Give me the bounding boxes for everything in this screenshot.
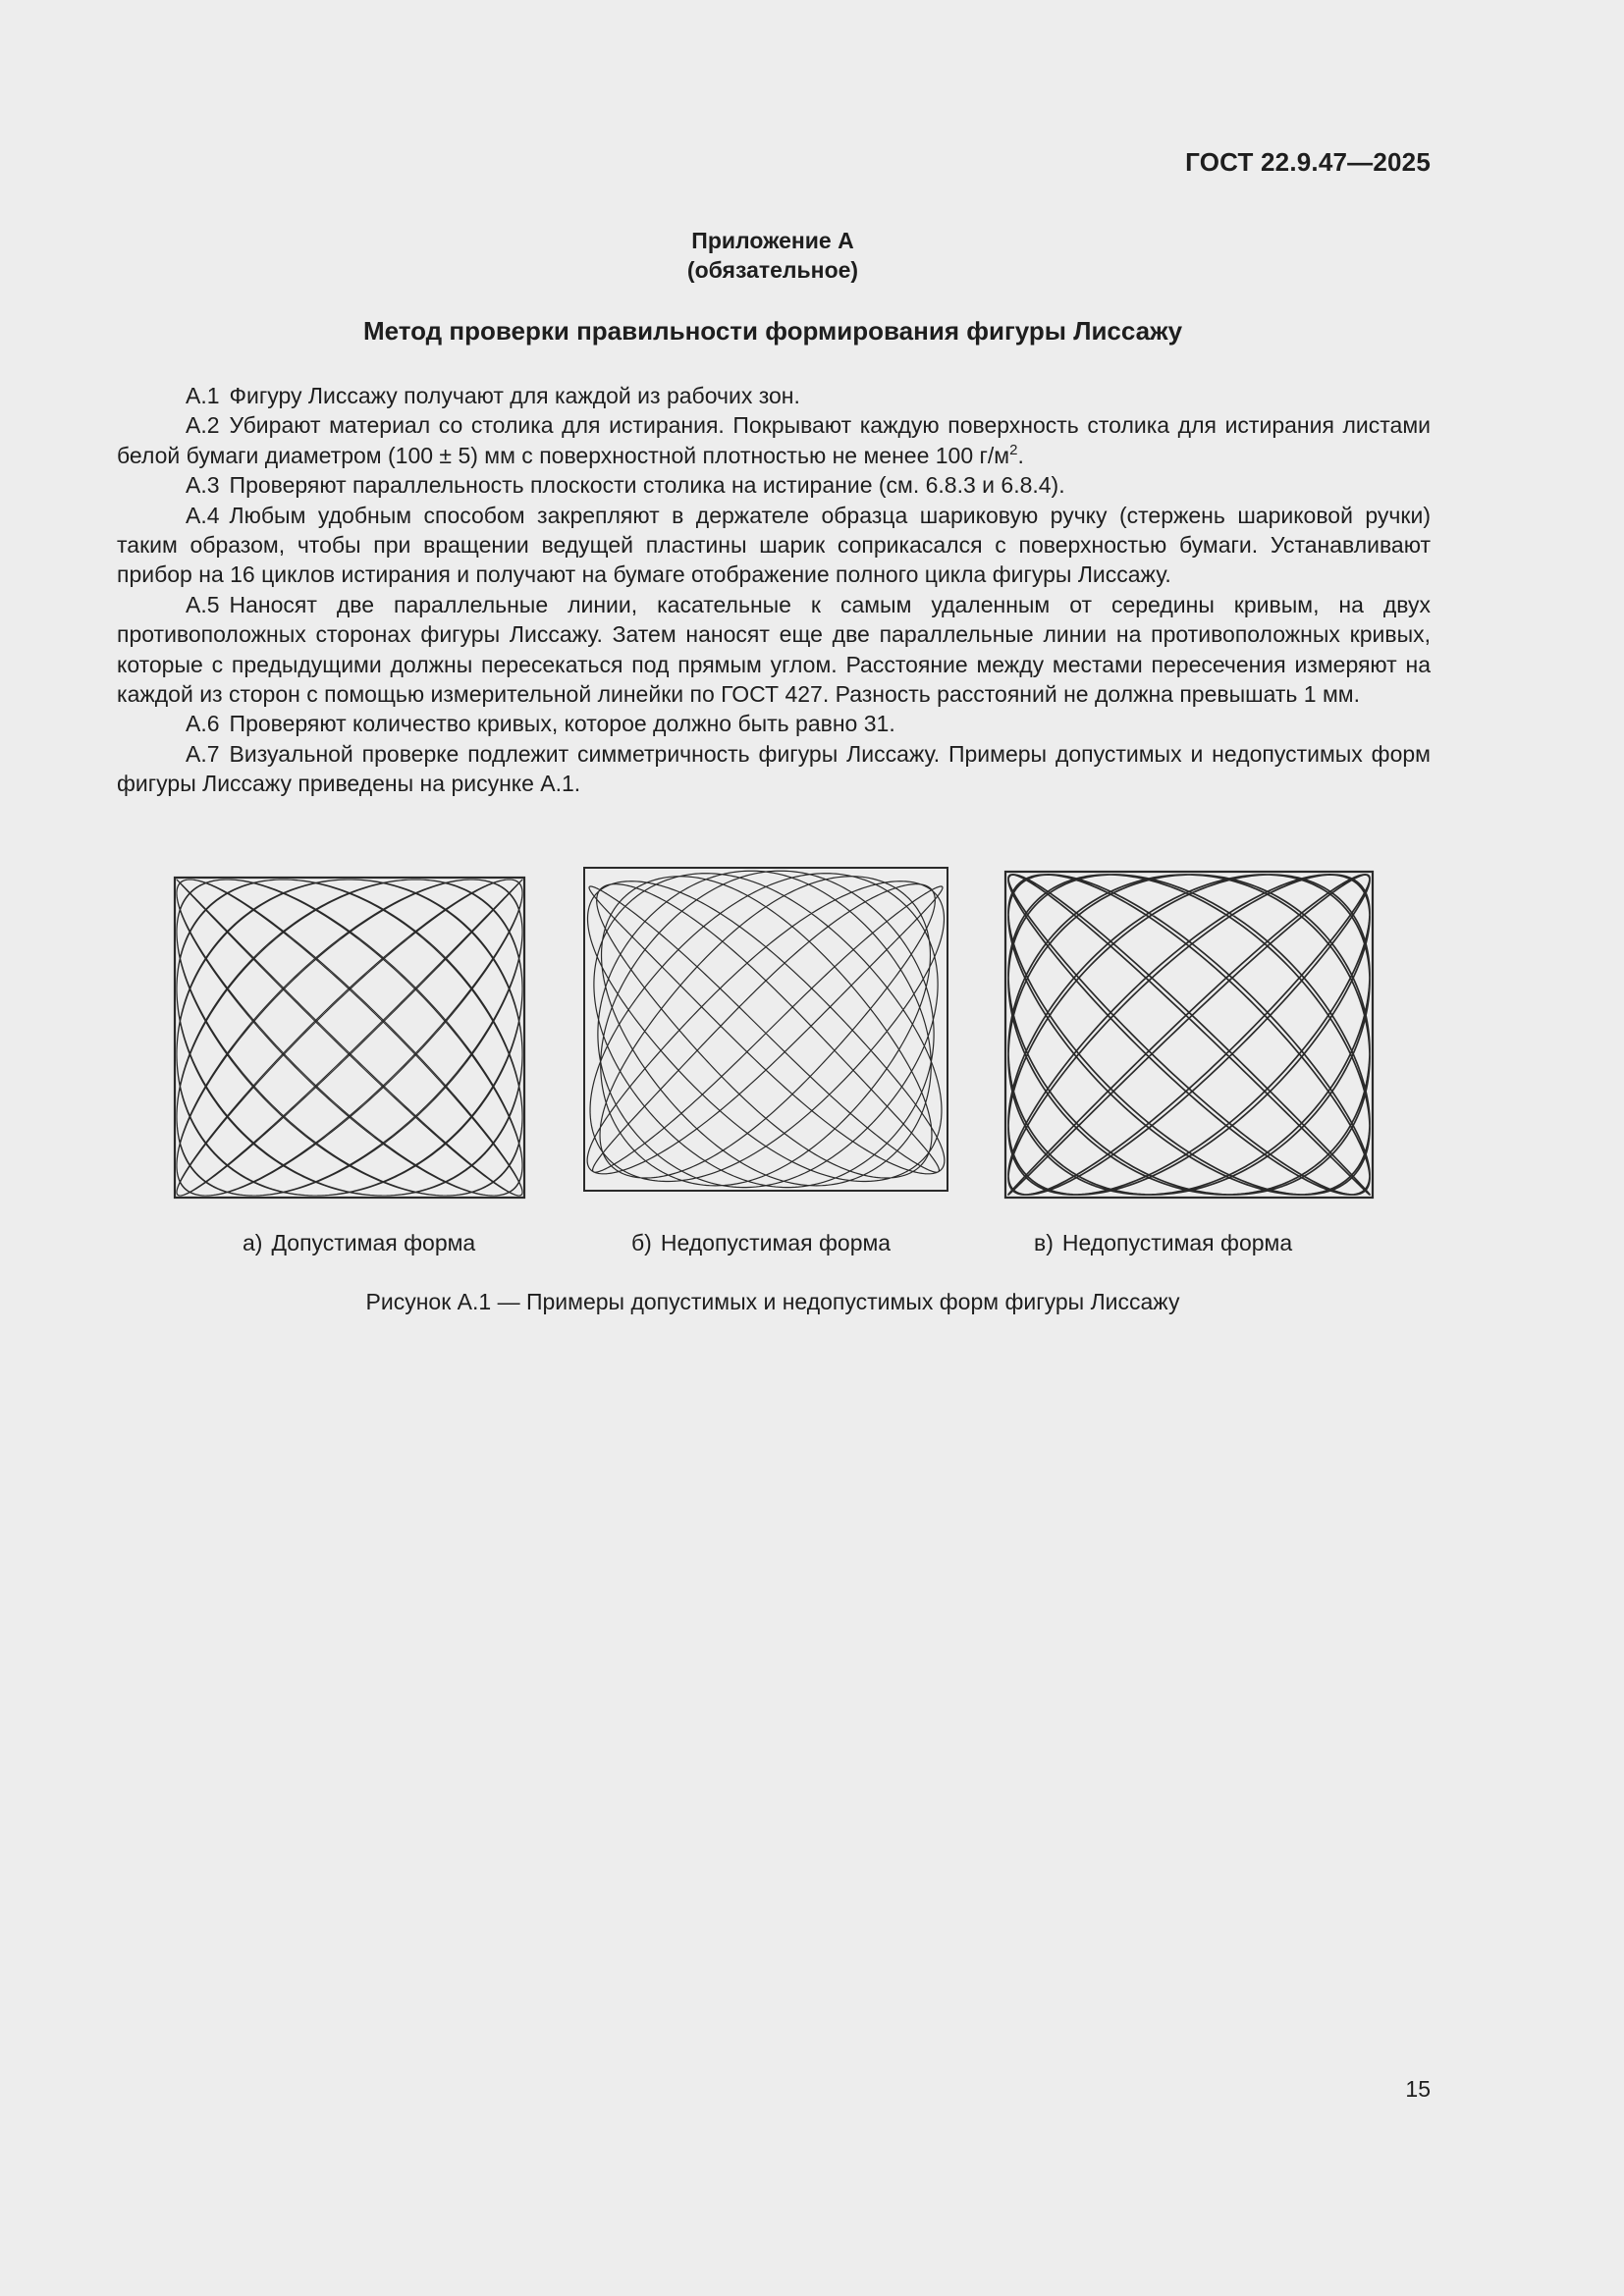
- paragraph-a5: [117, 590, 1431, 710]
- section-title: Метод проверки правильности формирования фигуры Лиссажу: [362, 316, 1183, 346]
- paragraph-text: Проверяют количество кривых, которое должно быть равно 31.: [229, 711, 895, 737]
- paragraph-tail: .: [1017, 442, 1024, 468]
- paragraph-a2: [117, 410, 1431, 470]
- paragraph-number: А.5: [186, 591, 220, 617]
- paragraph-number: А.6: [186, 711, 220, 737]
- unit-superscript: 2: [1009, 441, 1018, 458]
- paragraph-text: Наносят две параллельные линии, касательные к самым удаленным от середины кривым, на двух противоположных сторонах фигуры Лиссажу. Затем наносят еще две параллельные линии на противоположных кривых, которые с предыдущими должны пересекаться под прямым углом. Расстояние между местами пересечения измеряют на каждой из сторон с помощью измерительной линейки по ГОСТ 427. Разность расстояний не должна превышать 1 мм.: [117, 591, 1431, 708]
- paragraph-number: А.7: [186, 740, 220, 767]
- paragraph-number: А.3: [186, 472, 220, 499]
- page-number: 15: [1405, 2076, 1431, 2102]
- paragraph-number: А.2: [186, 412, 220, 439]
- body-text: [117, 381, 1431, 799]
- subcaption-text: Недопустимая форма: [1061, 1230, 1293, 1255]
- subcaption-label: в): [1034, 1230, 1054, 1255]
- subcaption-text: Допустимая форма: [271, 1230, 476, 1255]
- lissajous-drawing-unacceptable-c: [1003, 870, 1375, 1200]
- figure-caption: Рисунок А.1 — Примеры допустимых и недопустимых форм фигуры Лиссажу: [365, 1289, 1180, 1314]
- paragraph-text: Убирают материал со столика для истирания. Покрывают каждую поверхность столика для истирания листами белой бумаги диаметром (100 ± 5) мм с поверхностной плотностью не менее 100 г/м: [117, 412, 1431, 468]
- paragraph-text: Проверяют параллельность плоскости столика на истирание (см. 6.8.3 и 6.8.4).: [229, 472, 1065, 499]
- document-code: ГОСТ 22.9.47—2025: [1185, 147, 1431, 177]
- subcaption-label: б): [631, 1230, 652, 1255]
- lissajous-curve: [587, 871, 945, 1187]
- lissajous-curve: [1008, 875, 1370, 1195]
- lissajous-curve: [177, 880, 522, 1196]
- paragraph-number: А.1: [186, 383, 220, 408]
- figure-border: [175, 878, 524, 1198]
- lissajous-figures: [0, 860, 1624, 1213]
- appendix-heading: [0, 226, 1545, 285]
- lissajous-figure-b: [581, 865, 950, 1194]
- paragraph-text: Визуальной проверке подлежит симметричность фигуры Лиссажу. Примеры допустимых и недопустимых форм фигуры Лиссажу приведены на рисунке А.1.: [117, 740, 1431, 797]
- paragraph-a6: [117, 709, 1431, 738]
- lissajous-drawing-acceptable: [173, 876, 526, 1200]
- paragraph-number: А.4: [186, 502, 220, 528]
- paragraph-text: Фигуру Лиссажу получают для каждой из рабочих зон.: [229, 383, 800, 408]
- subcaption-label: а): [243, 1230, 263, 1255]
- lissajous-figure-a: [173, 876, 526, 1200]
- paragraph-a4: [117, 501, 1431, 590]
- subcaption-text: Недопустимая форма: [660, 1230, 892, 1255]
- subcaption-a: [243, 1230, 475, 1256]
- lissajous-drawing-unacceptable-b: [581, 865, 950, 1194]
- lissajous-figure-c: [1003, 870, 1375, 1200]
- paragraph-a7: [117, 739, 1431, 799]
- subcaption-b: [631, 1230, 891, 1256]
- paragraph-text: Любым удобным способом закрепляют в держателе образца шариковую ручку (стержень шариковой ручки) таким образом, чтобы при вращении ведущей пластины шарик соприкасался с поверхностью бумаги. Устанавливают прибор на 16 циклов истирания и получают на бумаге отображение полного цикла фигуры Лиссажу.: [117, 502, 1431, 588]
- paragraph-a3: [117, 470, 1431, 500]
- paragraph-a1: [117, 381, 1431, 410]
- appendix-status: (обязательное): [686, 257, 859, 283]
- appendix-title: Приложение А: [691, 228, 854, 253]
- subcaption-c: [1034, 1230, 1292, 1256]
- figure-border: [1005, 872, 1373, 1198]
